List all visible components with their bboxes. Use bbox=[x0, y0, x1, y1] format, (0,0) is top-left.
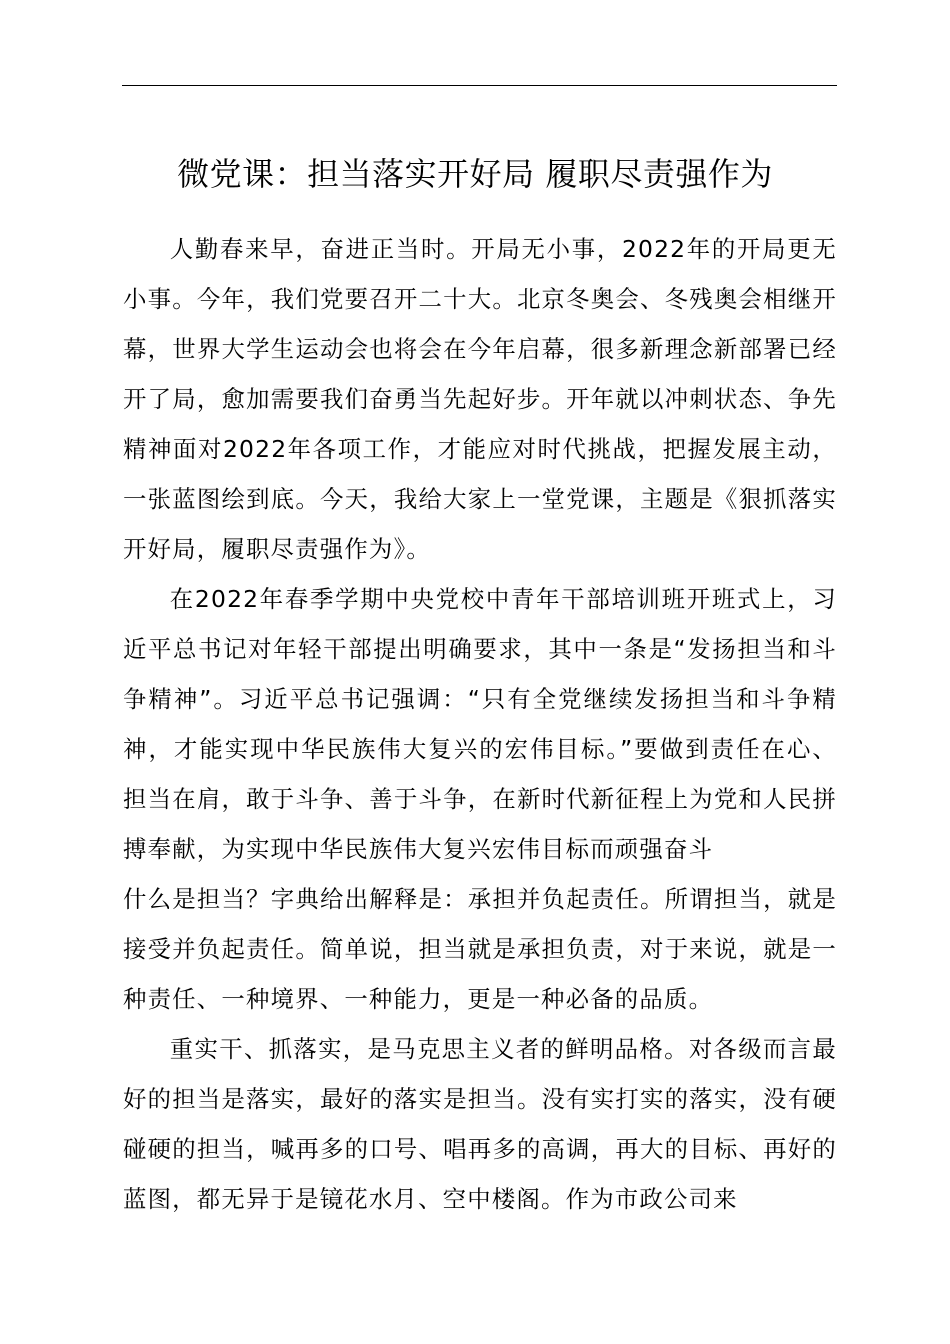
document-body bbox=[123, 224, 837, 1224]
paragraph-opening: 人勤春来早，奋进正当时。开局无小事，2022年的开局更无小事。今年，我们党要召开二十大。北京冬奥会、冬残奥会相继开幕，世界大学生运动会也将会在今年启幕，很多新理念新部署已经开了局，愈加需要我们奋勇当先起好步。开年就以冲刺状态、争先精神面对2022年各项工作，才能应对时代挑战，把握发展主动，一张蓝图绘到底。今天，我给大家上一堂党课，主题是《狠抓落实开好局，履职尽责强作为》。 bbox=[123, 235, 837, 563]
document-title: 微党课：担当落实开好局 履职尽责强作为 bbox=[177, 155, 773, 193]
header-rule bbox=[122, 85, 837, 86]
paragraph-spring-session: 在2022年春季学期中央党校中青年干部培训班开班式上，习近平总书记对年轻干部提出明确要求，其中一条是“发扬担当和斗争精神”。习近平总书记强调：“只有全党继续发扬担当和斗争精神，才能实现中华民族伟大复兴的宏伟目标。”要做到责任在心、担当在肩，敢于斗争、善于斗争，在新时代新征程上为党和人民拼搏奉献，为实现中华民族伟大复兴宏伟目标而顽强奋斗 bbox=[123, 585, 837, 863]
paragraph-implementation: 重实干、抓落实，是马克思主义者的鲜明品格。对各级而言最好的担当是落实，最好的落实是担当。没有实打实的落实，没有硬碰硬的担当，喊再多的口号、唱再多的高调，再大的目标、再好的蓝图，都无异于是镜花水月、空中楼阁。作为市政公司来 bbox=[123, 1035, 837, 1213]
paragraph-definition: 什么是担当？字典给出解释是：承担并负起责任。所谓担当，就是接受并负起责任。简单说，担当就是承担负责，对于来说，就是一种责任、一种境界、一种能力，更是一种必备的品质。 bbox=[123, 885, 837, 1013]
